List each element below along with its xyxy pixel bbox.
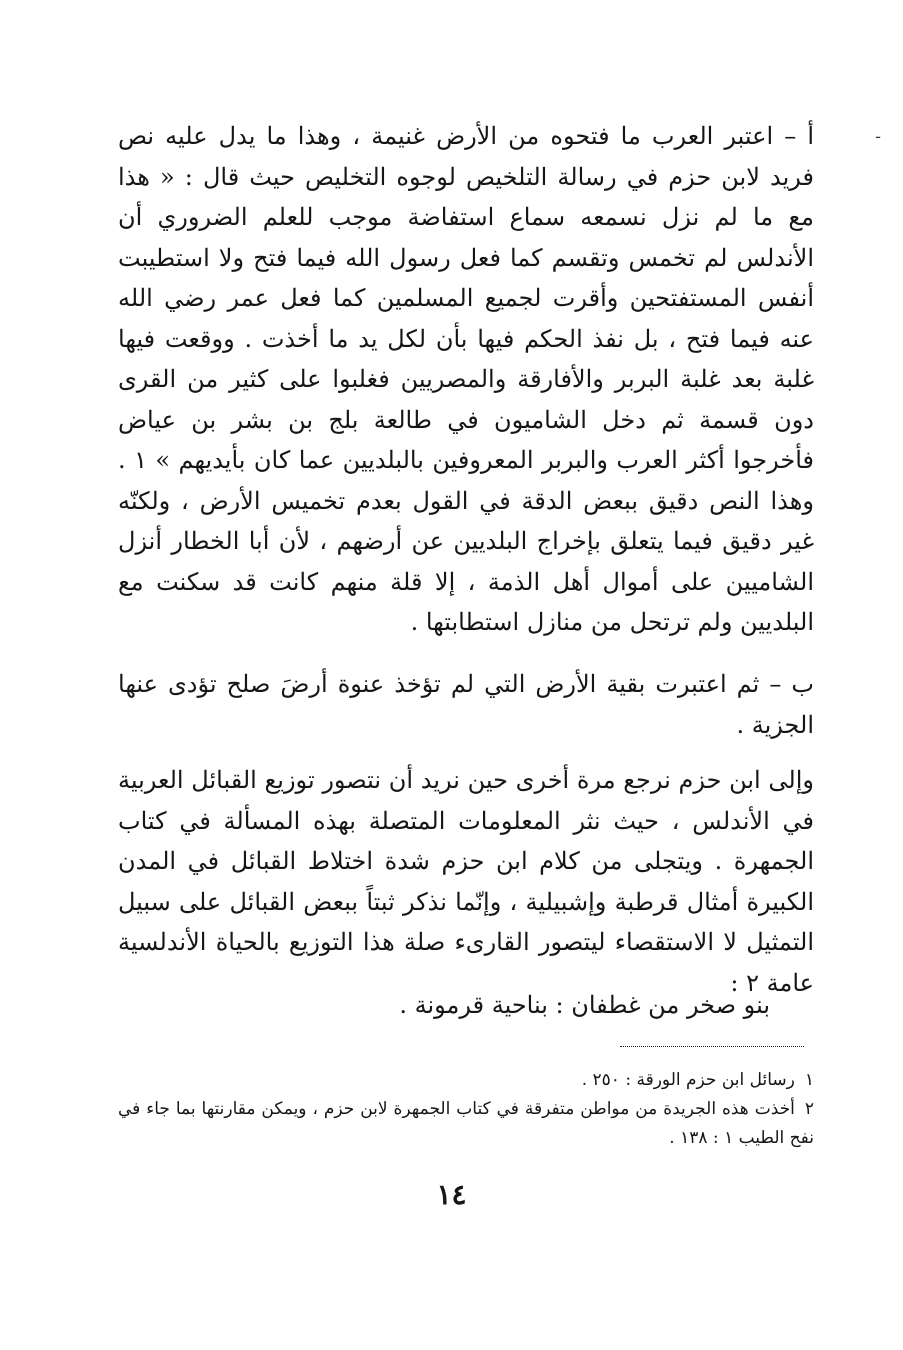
footnote-text: أخذت هذه الجريدة من مواطن متفرقة في كتاب الجمهرة لابن حزم ، ويمكن مقارنتها بما جاء في نفح الطيب ١ : ١٣٨ . <box>118 1099 814 1148</box>
footnote-2 <box>118 1095 814 1153</box>
paragraph-b: ب – ثم اعتبرت بقية الأرض التي لم تؤخذ عنوة أرضَ صلح تؤدى عنها الجزية . <box>118 670 814 739</box>
paragraph-a: أ – اعتبر العرب ما فتحوه من الأرض غنيمة ، وهذا ما يدل عليه نص فريد لابن حزم في رسالة التلخيص لوجوه التخليص حيث قال : « هذا مع ما لم نزل نسمعه سماع استفاضة موجب للعلم الضروري أن الأندلس لم تخمس وتقسم كما فعل رسول الله فيما فتح ولا استطيبت أنفس المستفتحين وأقرت لجميع المسلمين كما فعل عمر رضي الله عنه فيما فتح ، بل نفذ الحكم فيها بأن لكل يد ما أخذت . ووقعت فيها غلبة بعد غلبة البربر والأفارقة والمصريين فغلبوا على كثير من القرى دون قسمة ثم دخل الشاميون في طالعة بلج بن بشر بن عياض فأخرجوا أكثر العرب والبربر المعروفين بالبلديين عما كان بأيديهم » ١ . وهذا النص دقيق ببعض الدقة في القول بعدم تخميس الأرض ، ولكنّه غير دقيق فيما يتعلق بإخراج البلديين عن أرضهم ، لأن أبا الخطار أنزل الشاميين على أموال أهل الذمة ، إلا قلة منهم كانت قد سكنت مع البلديين ولم ترتحل من منازل استطابتها . <box>118 122 815 636</box>
paragraph-c: وإلى ابن حزم نرجع مرة أخرى حين نريد أن نتصور توزيع القبائل العربية في الأندلس ، حيث نثر المعلومات المتصلة بهذه المسألة في كتاب الجمهرة . ويتجلى من كلام ابن حزم شدة اختلاط القبائل في المدن الكبيرة أمثال قرطبة وإشبيلية ، وإنّما نذكر ثبتاً ببعض القبائل على سبيل التمثيل لا الاستقصاء ليتصور القارىء صلة هذا التوزيع بالحياة الأندلسية عامة ٢ : <box>118 766 815 997</box>
footnote-1 <box>118 1066 814 1095</box>
footnotes <box>118 1066 814 1153</box>
tribe-list-item: بنو صخر من غطفان : بناحية قرمونة . <box>399 991 770 1019</box>
page-number: ١٤ <box>436 1178 467 1211</box>
footnote-number: ١ <box>804 1070 814 1090</box>
edge-mark: ـ <box>876 126 881 142</box>
footnote-text: رسائل ابن حزم الورقة : ٢٥٠ . <box>581 1070 795 1090</box>
footnote-separator <box>620 1046 804 1047</box>
footnote-number: ٢ <box>804 1099 814 1119</box>
